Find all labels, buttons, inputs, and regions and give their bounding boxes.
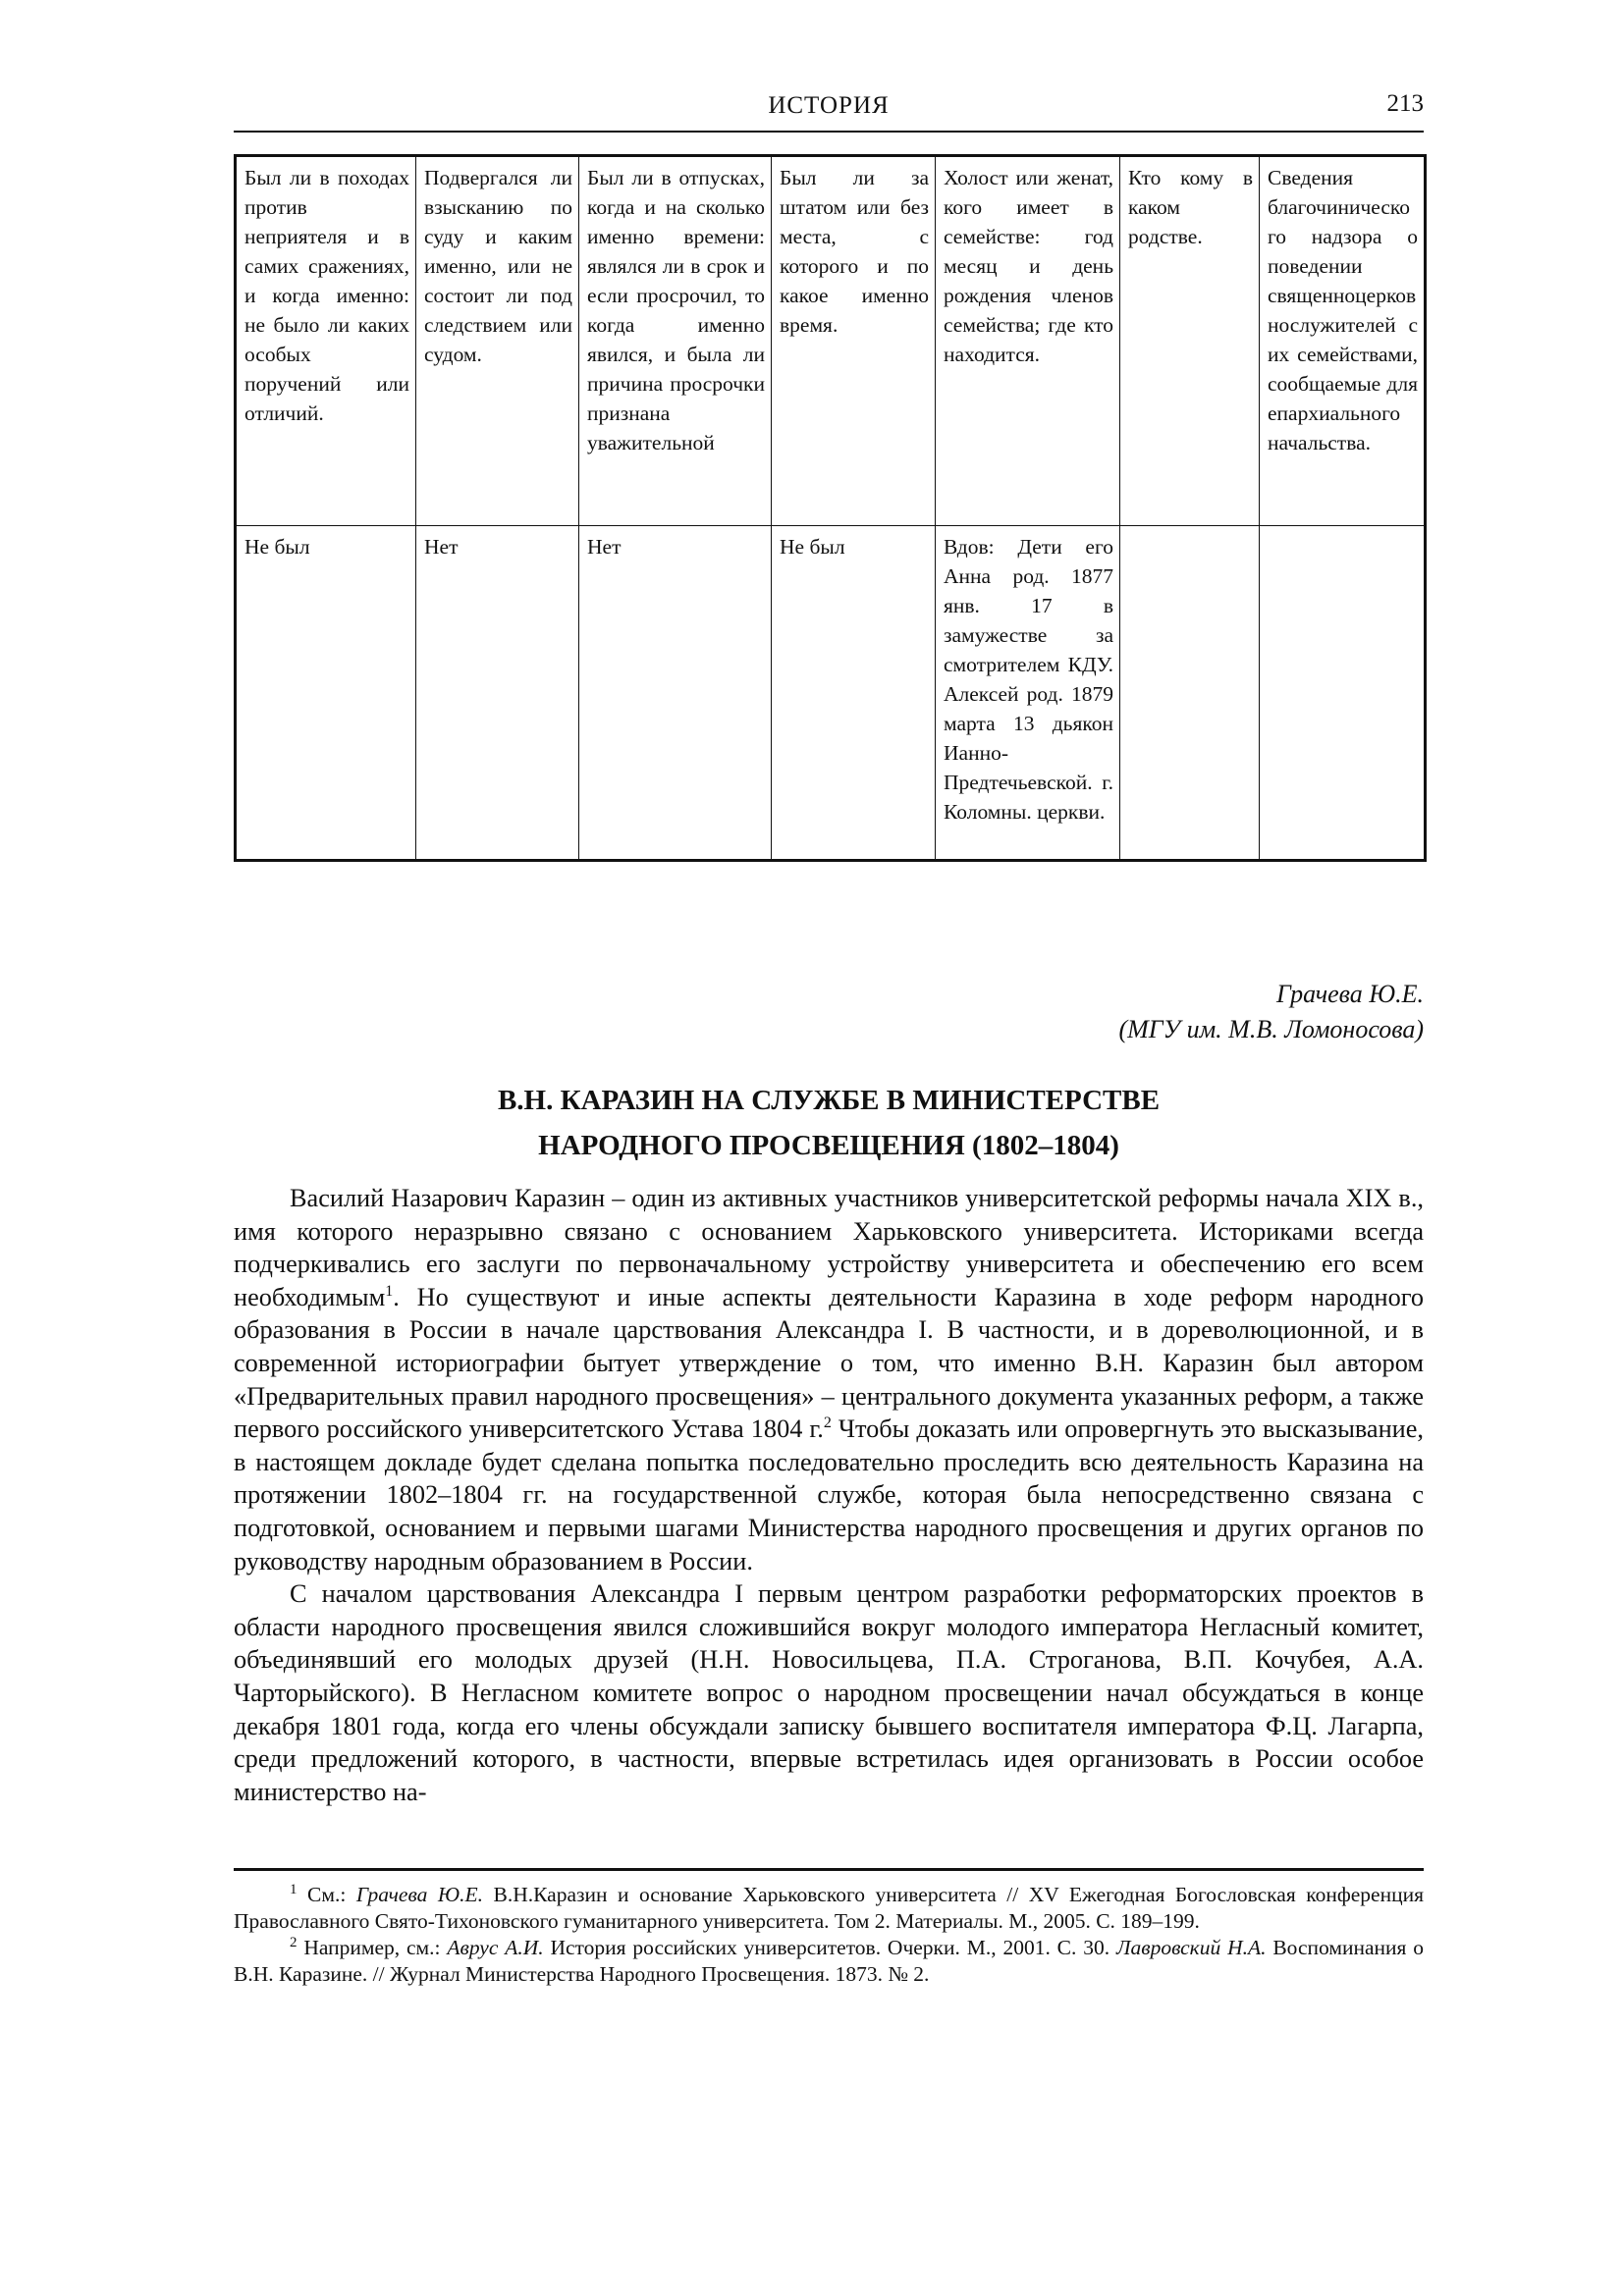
table-header-row <box>236 156 1426 526</box>
service-record-table <box>234 154 1427 862</box>
page-number: 213 <box>1386 90 1424 117</box>
table-header-cell: Был ли в отпусках, когда и на сколько именно времени: являлся ли в срок и если просрочил, то когда именно явился, и была ли причина просрочки признана уважительной <box>579 156 772 526</box>
footnote-text: Воспоминания о В.Н. Каразине. // Журнал Министерства Народного Просвещения. 1873. № 2. <box>234 1936 1424 1986</box>
table-cell: Не был <box>236 526 416 861</box>
table-row <box>236 526 1426 861</box>
running-head-title: ИСТОРИЯ <box>768 92 890 119</box>
footnote-author: Грачева Ю.Е. <box>355 1883 483 1906</box>
footnote-rule <box>234 1868 1424 1871</box>
footnote-prefix: Например, см.: <box>303 1936 448 1959</box>
footnote-prefix: См.: <box>307 1883 356 1906</box>
paragraph: С началом царствования Александра I первым центром разработки реформаторских проектов в области народного просвещения явился сложившийся вокруг молодого императора Негласный комитет, объединявший его молодых друзей (Н.Н. Новосильцева, П.А. Строганова, В.П. Кочубея, А.А. Чарторыйского). В Негласном комитете вопрос о народном просвещении начал обсуждаться в конце декабря 1801 года, когда его члены обсуждали записку бывшего воспитателя императора Ф.Ц. Лагарпа, среди предложений которого, в частности, впервые встретилась идея организовать в России особое министерство на- <box>234 1579 1424 1806</box>
table-header-cell: Был ли за штатом или без места, с которого и по какое именно время. <box>772 156 936 526</box>
paragraph-text: Василий Назарович Каразин – один из активных участников университетской реформы начала XIX в., имя которого неразрывно связано с основанием Харьковского университета. Историками всегда подчеркивались его заслуги по первоначальному устройству университета и обеспечению его всем необходимым <box>234 1184 1424 1311</box>
footnote-ref[interactable]: 1 <box>385 1283 394 1301</box>
author-affiliation: (МГУ им. М.В. Ломоносова) <box>1118 1015 1424 1043</box>
footnote-ref[interactable]: 2 <box>823 1415 832 1432</box>
article-body <box>234 1182 1424 1808</box>
footnote-text: В.Н.Каразин и основание Харьковского университета // XV Ежегодная Богословская конференция Православного Свято-Тихоновского гуманитарного университета. Том 2. Материалы. М., 2005. С. 189–199. <box>234 1883 1425 1933</box>
footnote-number: 1 <box>290 1881 298 1897</box>
article-title-line: НАРОДНОГО ПРОСВЕЩЕНИЯ (1802–1804) <box>538 1130 1119 1161</box>
footnote-author: Лавровский Н.А. <box>1115 1936 1267 1959</box>
author-block <box>1118 977 1424 1047</box>
article-title-line: В.Н. КАРАЗИН НА СЛУЖБЕ В МИНИСТЕРСТВЕ <box>497 1085 1161 1116</box>
table-header-cell: Подвергался ли взысканию по суду и каким именно, или не состоит ли под следствием или судом. <box>416 156 579 526</box>
footnote-number: 2 <box>290 1934 298 1950</box>
footnotes <box>234 1882 1424 1988</box>
table-cell: Нет <box>579 526 772 861</box>
paragraph <box>234 1182 1424 1577</box>
table-header-cell: Сведения благочинического надзора о поведении священноцерковнослужителей с их семействами, сообщаемые для епархиального начальства. <box>1260 156 1426 526</box>
article-title <box>234 1078 1424 1168</box>
table-header-cell: Кто кому в каком родстве. <box>1120 156 1260 526</box>
table-cell: Нет <box>416 526 579 861</box>
running-head <box>234 86 1424 126</box>
author-name: Грачева Ю.Е. <box>1276 980 1424 1008</box>
table-cell <box>1260 526 1426 861</box>
table-header-cell: Был ли в походах против неприятеля и в самих сражениях, и когда именно: не было ли каких особых поручений или отличий. <box>236 156 416 526</box>
footnote-author: Аврус А.И. <box>447 1936 544 1959</box>
footnote <box>234 1935 1424 1988</box>
table-cell: Вдов: Дети его Анна род. 1877 янв. 17 в замужестве за смотрителем КДУ. Алексей род. 1879 марта 13 дьякон Ианно-Предтечьевской. г. Коломны. церкви. <box>936 526 1120 861</box>
table-cell: Не был <box>772 526 936 861</box>
table-header-cell: Холост или женат, кого имеет в семействе: год месяц и день рождения членов семейства; где кто находится. <box>936 156 1120 526</box>
header-rule <box>234 131 1424 133</box>
footnote <box>234 1882 1424 1935</box>
table-cell <box>1120 526 1260 861</box>
paragraph-text: . Но существуют и иные аспекты деятельности Каразина в ходе реформ народного образования в России в начале царствования Александра I. В частности, и в дореволюционной, и в современной историографии бытует утверждение о том, что именно В.Н. Каразин был автором «Предварительных правил народного просвещения» – центрального документа указанных реформ, а также первого российского университетского Устава 1804 г. <box>234 1282 1424 1444</box>
footnote-text: История российских университетов. Очерки. М., 2001. С. 30. <box>543 1936 1116 1959</box>
paragraph-text: Чтобы доказать или опровергнуть это высказывание, в настоящем докладе будет сделана попытка последовательно проследить всю деятельность Каразина на протяжении 1802–1804 гг. на государственной службе, которая была непосредственно связана с подготовкой, основанием и первыми шагами Министерства народного просвещения и других органов по руководству народным образованием в России. <box>234 1415 1424 1575</box>
